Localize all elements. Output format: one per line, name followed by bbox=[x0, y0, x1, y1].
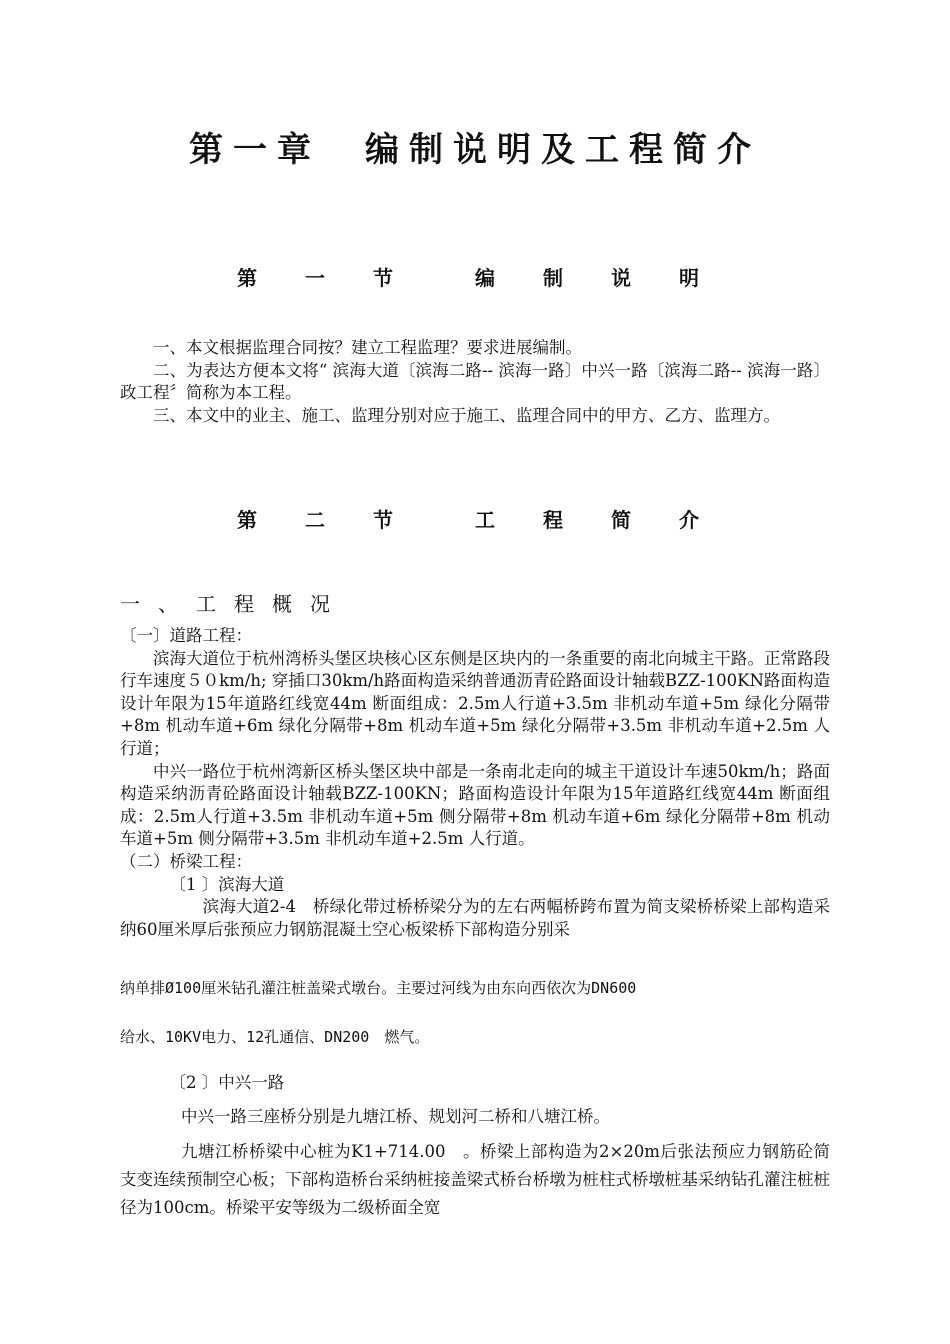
note-item-3: 三、本文中的业主、施工、监理分别对应于施工、监理合同中的甲方、乙方、监理方。 bbox=[153, 405, 780, 425]
compilation-notes bbox=[120, 337, 830, 427]
bridge2-heading-wrap bbox=[120, 1070, 830, 1096]
bridge2-heading: 〔2 〕中兴一路 bbox=[169, 1073, 285, 1092]
bridge1-line3 bbox=[120, 1022, 830, 1052]
section-title-project-intro: 第 二 节 工 程 简 介 bbox=[237, 508, 713, 532]
bridge2-para1-wrap bbox=[120, 1104, 830, 1130]
bridge-heading: （二）桥梁工程： bbox=[120, 851, 252, 871]
road-heading: 〔一〕道路工程： bbox=[120, 626, 252, 645]
road-paragraph-binhai: 滨海大道位于杭州湾桥头堡区块核心区东侧是区块内的一条重要的南北向城主干路。正常路段行车速度５０km/h; 穿插口30km/h路面构造采纳普通沥青砼路面设计轴载BZZ-100KN路面构造设计年限为15年道路红线宽44m 断面组成：2.5m人行道+3.5m 非机动车道+5m 绿化分隔带+8m 机动车道+6m 绿化分隔带+8m 机动车道+5m 绿化分隔带+3.5m 非机动车道+2.5m 人行道； bbox=[120, 648, 830, 758]
note-item-1: 一、本文根据监理合同按？建立工程监理？要求进展编制。 bbox=[153, 338, 582, 357]
bridge1-paragraph-text: 滨海大道2-4 桥绿化带过桥桥梁分为的左右两幅桥跨布置为简支梁桥桥梁上部构造采纳60厘米厚后张预应力钢筋混凝土空心板梁桥下部构造分别采 bbox=[120, 897, 830, 939]
bridge2-para2-wrap bbox=[120, 1138, 830, 1222]
section-title-compilation: 第 一 节 编 制 说 明 bbox=[237, 266, 713, 290]
bridge1-line3-text: 给水、10KV电力、12孔通信、DN200 燃气。 bbox=[120, 1028, 430, 1046]
bridge1-line2-text: 纳单排Ø100厘米钻孔灌注桩盖梁式墩台。主要过河线为由东向西依次为DN600 bbox=[120, 979, 637, 997]
bridge2-paragraph-2: 九塘江桥桥梁中心桩为K1+714.00 。桥梁上部构造为2×20m后张法预应力钢筋砼简支变连续预制空心板；下部构造桥台采纳桩接盖梁式桥台桥墩为桩柱式桥墩桩基采纳钻孔灌注桩桩径为100cm。桥梁平安等级为二级桥面全宽 bbox=[120, 1142, 830, 1217]
bridge1-line2 bbox=[120, 973, 830, 1003]
road-and-bridge-text bbox=[120, 625, 830, 941]
bridge1-paragraph bbox=[120, 896, 830, 941]
bridge1-heading: 〔1 〕滨海大道 bbox=[169, 874, 285, 894]
road-paragraph-zhongxing: 中兴一路位于杭州湾新区桥头堡区块中部是一条南北走向的城主干道设计车速50km/h；路面构造采纳沥青砼路面设计轴载BZZ-100KN；路面构造设计年限为15年道路红线宽44m 断面组成：2.5m人行道+3.5m 非机动车道+5m 侧分隔带+8m 机动车道+6m 绿化分隔带+8m 机动车道+5m 侧分隔带+3.5m 非机动车道+2.5m 人行道。 bbox=[120, 761, 830, 849]
bridge2-paragraph-1: 中兴一路三座桥分别是九塘江桥、规划河二桥和八塘江桥。 bbox=[181, 1107, 611, 1126]
overview-heading: 一、工程概况 bbox=[120, 592, 348, 616]
chapter-title: 第一章 编制说明及工程简介 bbox=[189, 130, 761, 170]
note-item-2: 二、为表达方便本文将“ 滨海大道〔滨海二路-- 滨海一路〕中兴一路〔滨海二路-- 滨海一路〕政工程〞简称为本工程。 bbox=[120, 360, 830, 403]
